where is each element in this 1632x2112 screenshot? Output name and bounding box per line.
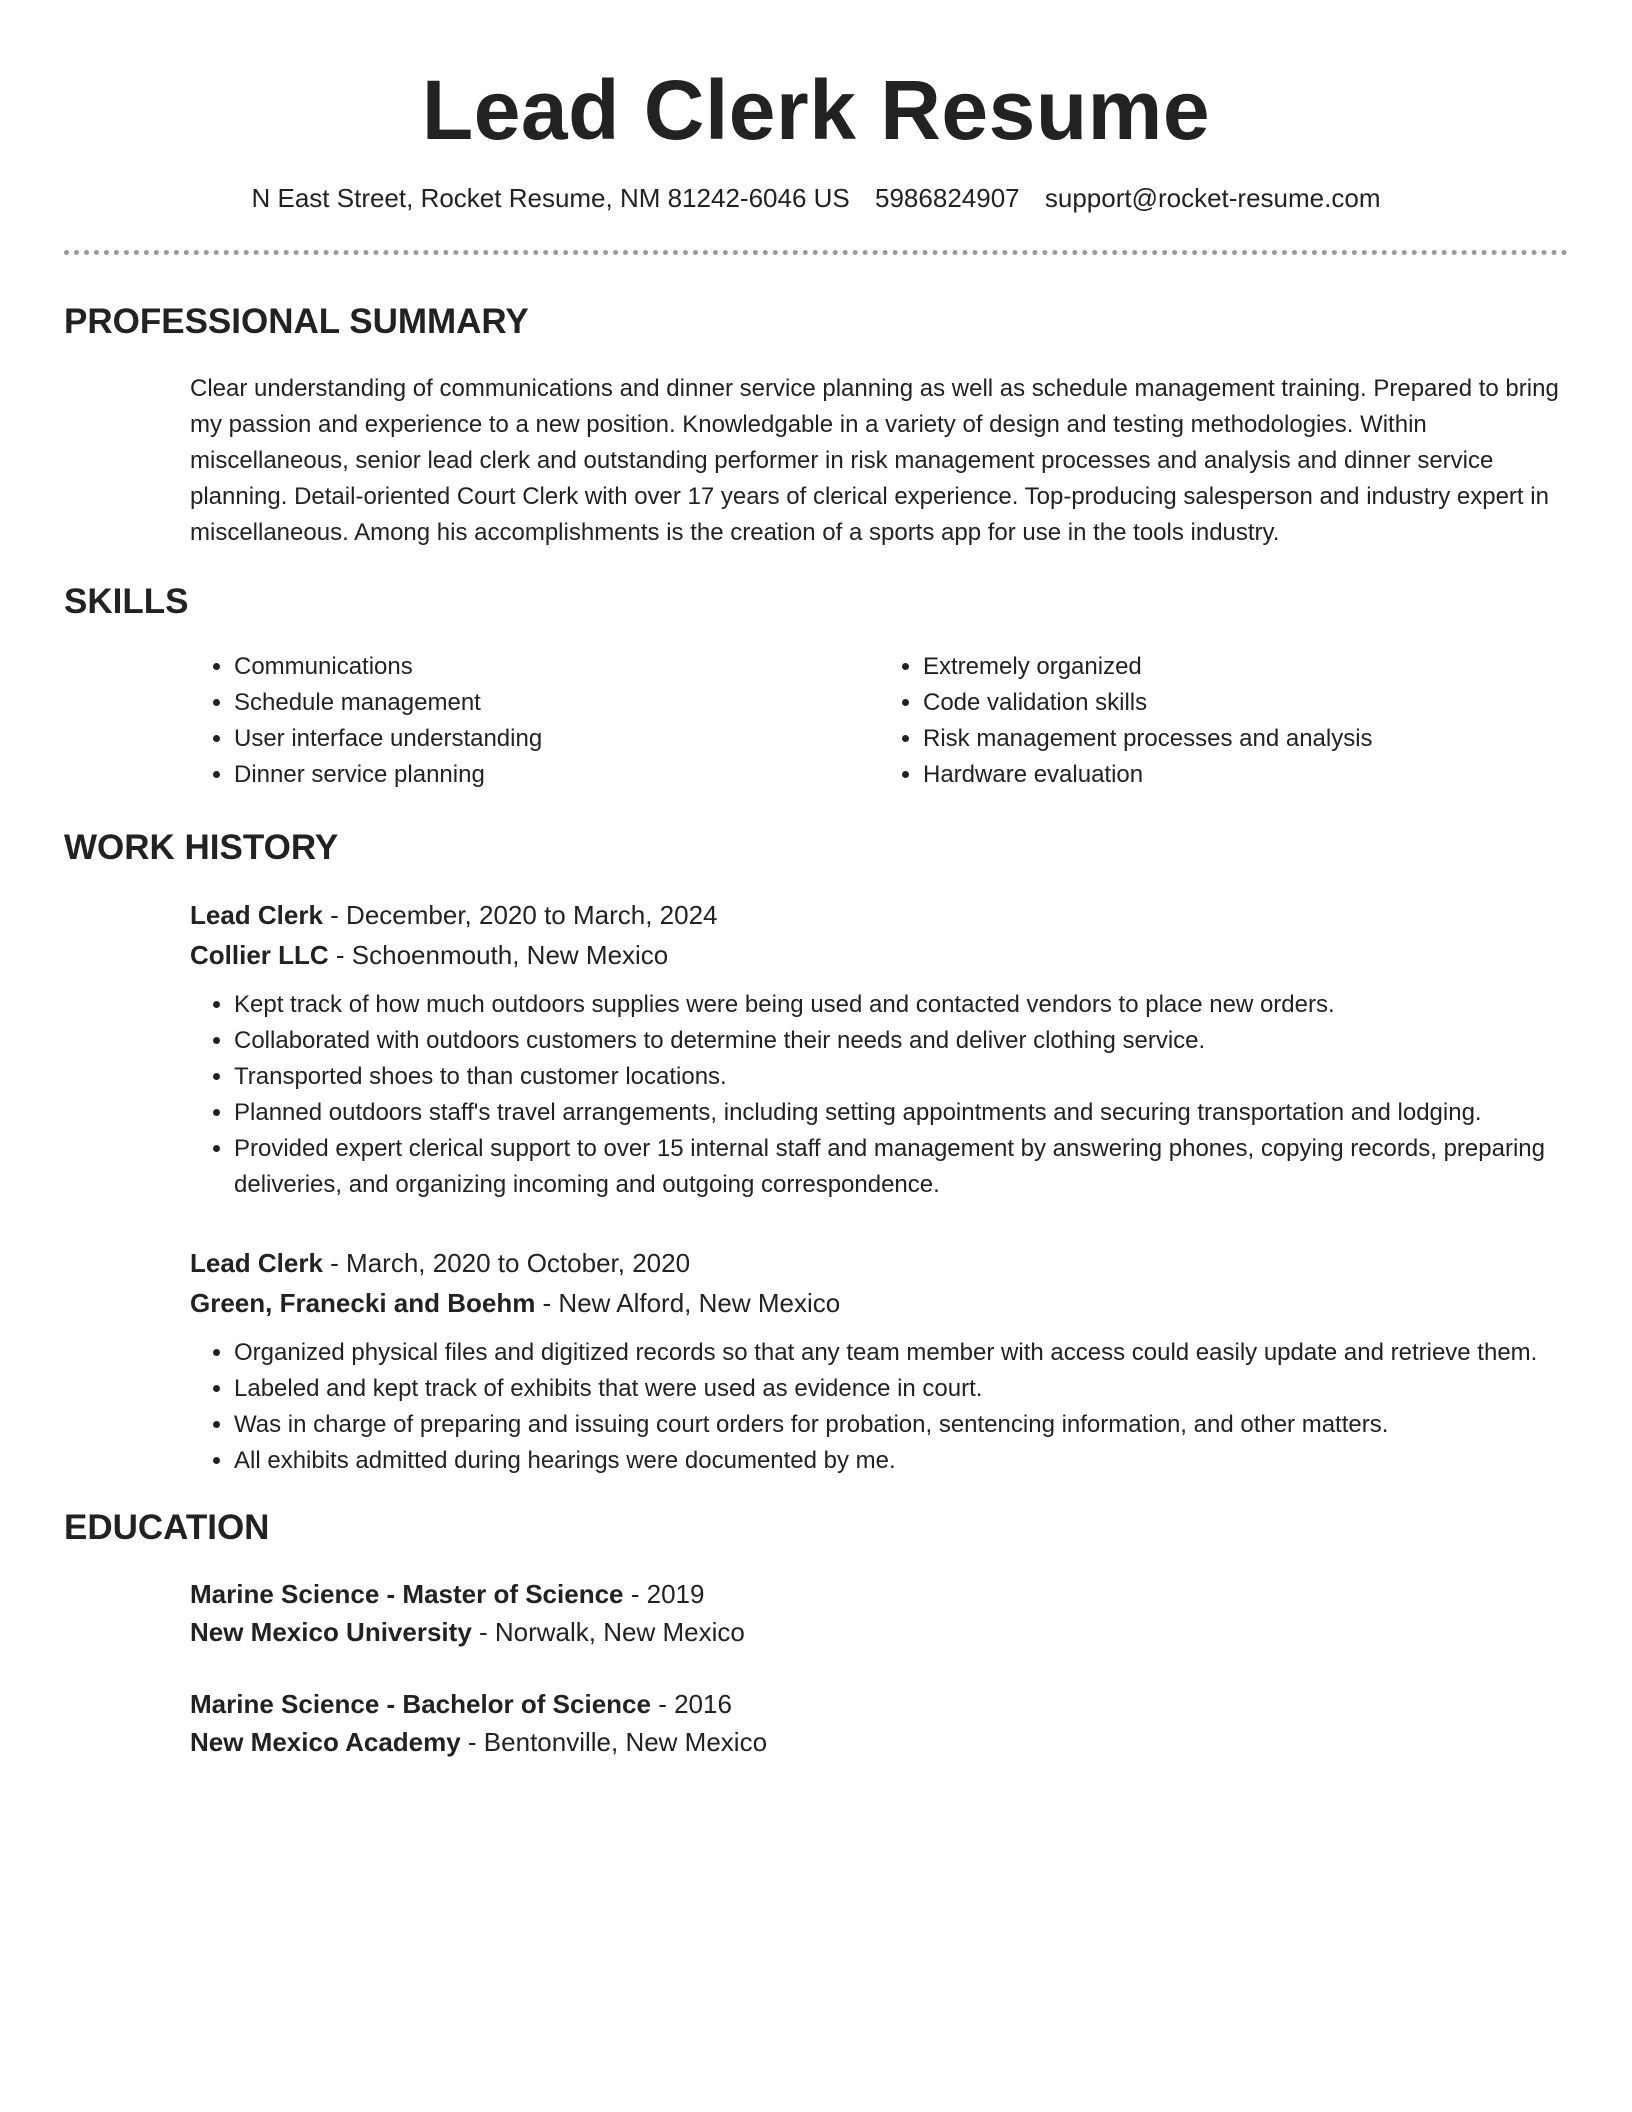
skill-item: • Hardware evaluation	[923, 757, 1568, 793]
skills-heading: SKILLS	[64, 581, 189, 621]
skills-column-right	[879, 649, 1568, 793]
school-location: - Norwalk, New Mexico	[471, 1616, 745, 1647]
degree-year: - 2019	[623, 1578, 705, 1609]
contact-phone: 5986824907	[875, 182, 1020, 213]
school-location: - Bentonville, New Mexico	[460, 1726, 768, 1757]
work-history-section	[190, 895, 1568, 1479]
job-company: Green, Franecki and Boehm	[190, 1287, 536, 1318]
resume-title: Lead Clerk Resume	[421, 63, 1211, 157]
skill-item: • Schedule management	[234, 685, 879, 721]
job-company-line	[190, 935, 1568, 975]
school-name: New Mexico Academy	[190, 1726, 461, 1757]
job-dates: - December, 2020 to March, 2024	[322, 899, 718, 930]
header-divider	[64, 250, 1568, 255]
job-bullet: • Kept track of how much outdoors supplies were being used and contacted vendors to place new orders.	[234, 987, 1568, 1023]
skills-column-left	[190, 649, 879, 793]
work-history-heading: WORK HISTORY	[64, 827, 339, 867]
job-dates: - March, 2020 to October, 2020	[322, 1247, 691, 1278]
degree-year: - 2016	[650, 1688, 732, 1719]
job-bullet: • Planned outdoors staff's travel arrangements, including setting appointments and securing transportation and lodging.	[234, 1095, 1568, 1131]
education-entry	[190, 1575, 1568, 1651]
job-entry	[190, 1243, 1568, 1479]
job-bullet: • Labeled and kept track of exhibits that were used as evidence in court.	[234, 1371, 1568, 1407]
job-title-line	[190, 895, 1568, 935]
job-location: - Schoenmouth, New Mexico	[328, 939, 669, 970]
contact-address: N East Street, Rocket Resume, NM 81242-6046 US	[251, 182, 850, 213]
job-bullets	[190, 1335, 1568, 1479]
summary-heading: PROFESSIONAL SUMMARY	[64, 301, 529, 341]
school-line	[190, 1723, 1568, 1761]
job-bullet: • Was in charge of preparing and issuing court orders for probation, sentencing information, and other matters.	[234, 1407, 1568, 1443]
skills-section	[190, 649, 1568, 793]
education-entry	[190, 1685, 1568, 1761]
job-location: - New Alford, New Mexico	[535, 1287, 841, 1318]
job-bullet: • Provided expert clerical support to over 15 internal staff and management by answering phones, copying records, preparing deliveries, and organizing incoming and outgoing correspondence.	[234, 1131, 1568, 1203]
job-company-line	[190, 1283, 1568, 1323]
degree-line	[190, 1575, 1568, 1613]
job-role: Lead Clerk	[190, 899, 323, 930]
skill-item: • Dinner service planning	[234, 757, 879, 793]
skill-item: • User interface understanding	[234, 721, 879, 757]
summary-text: Clear understanding of communications and dinner service planning as well as schedule management training. Prepared to bring my passion and experience to a new position. Knowledgable in a variety of design and testing methodologies. Within miscellaneous, senior lead clerk and outstanding performer in risk management processes and analysis and dinner service planning. Detail-oriented Court Clerk with over 17 years of clerical experience. Top-producing salesperson and industry expert in miscellaneous. Among his accomplishments is the creation of a sports app for use in the tools industry.	[190, 374, 1559, 546]
job-company: Collier LLC	[190, 939, 329, 970]
job-role: Lead Clerk	[190, 1247, 323, 1278]
education-section	[190, 1575, 1568, 1761]
contact-email: support@rocket-resume.com	[1044, 182, 1381, 213]
school-line	[190, 1613, 1568, 1651]
job-entry	[190, 895, 1568, 1203]
contact-line	[64, 183, 1568, 214]
skill-item: • Risk management processes and analysis	[923, 721, 1568, 757]
degree-name: Marine Science - Master of Science	[190, 1578, 624, 1609]
skill-item: • Communications	[234, 649, 879, 685]
job-bullet: • Organized physical files and digitized records so that any team member with access could easily update and retrieve them.	[234, 1335, 1568, 1371]
school-name: New Mexico University	[190, 1616, 472, 1647]
degree-line	[190, 1685, 1568, 1723]
job-bullet: • Collaborated with outdoors customers to determine their needs and deliver clothing service.	[234, 1023, 1568, 1059]
job-bullet: • Transported shoes to than customer locations.	[234, 1059, 1568, 1095]
job-bullets	[190, 987, 1568, 1203]
skill-item: • Code validation skills	[923, 685, 1568, 721]
skills-grid	[190, 649, 1568, 793]
education-heading: EDUCATION	[64, 1507, 270, 1547]
job-bullet: • All exhibits admitted during hearings were documented by me.	[234, 1443, 1568, 1479]
skill-item: • Extremely organized	[923, 649, 1568, 685]
degree-name: Marine Science - Bachelor of Science	[190, 1688, 651, 1719]
job-title-line	[190, 1243, 1568, 1283]
